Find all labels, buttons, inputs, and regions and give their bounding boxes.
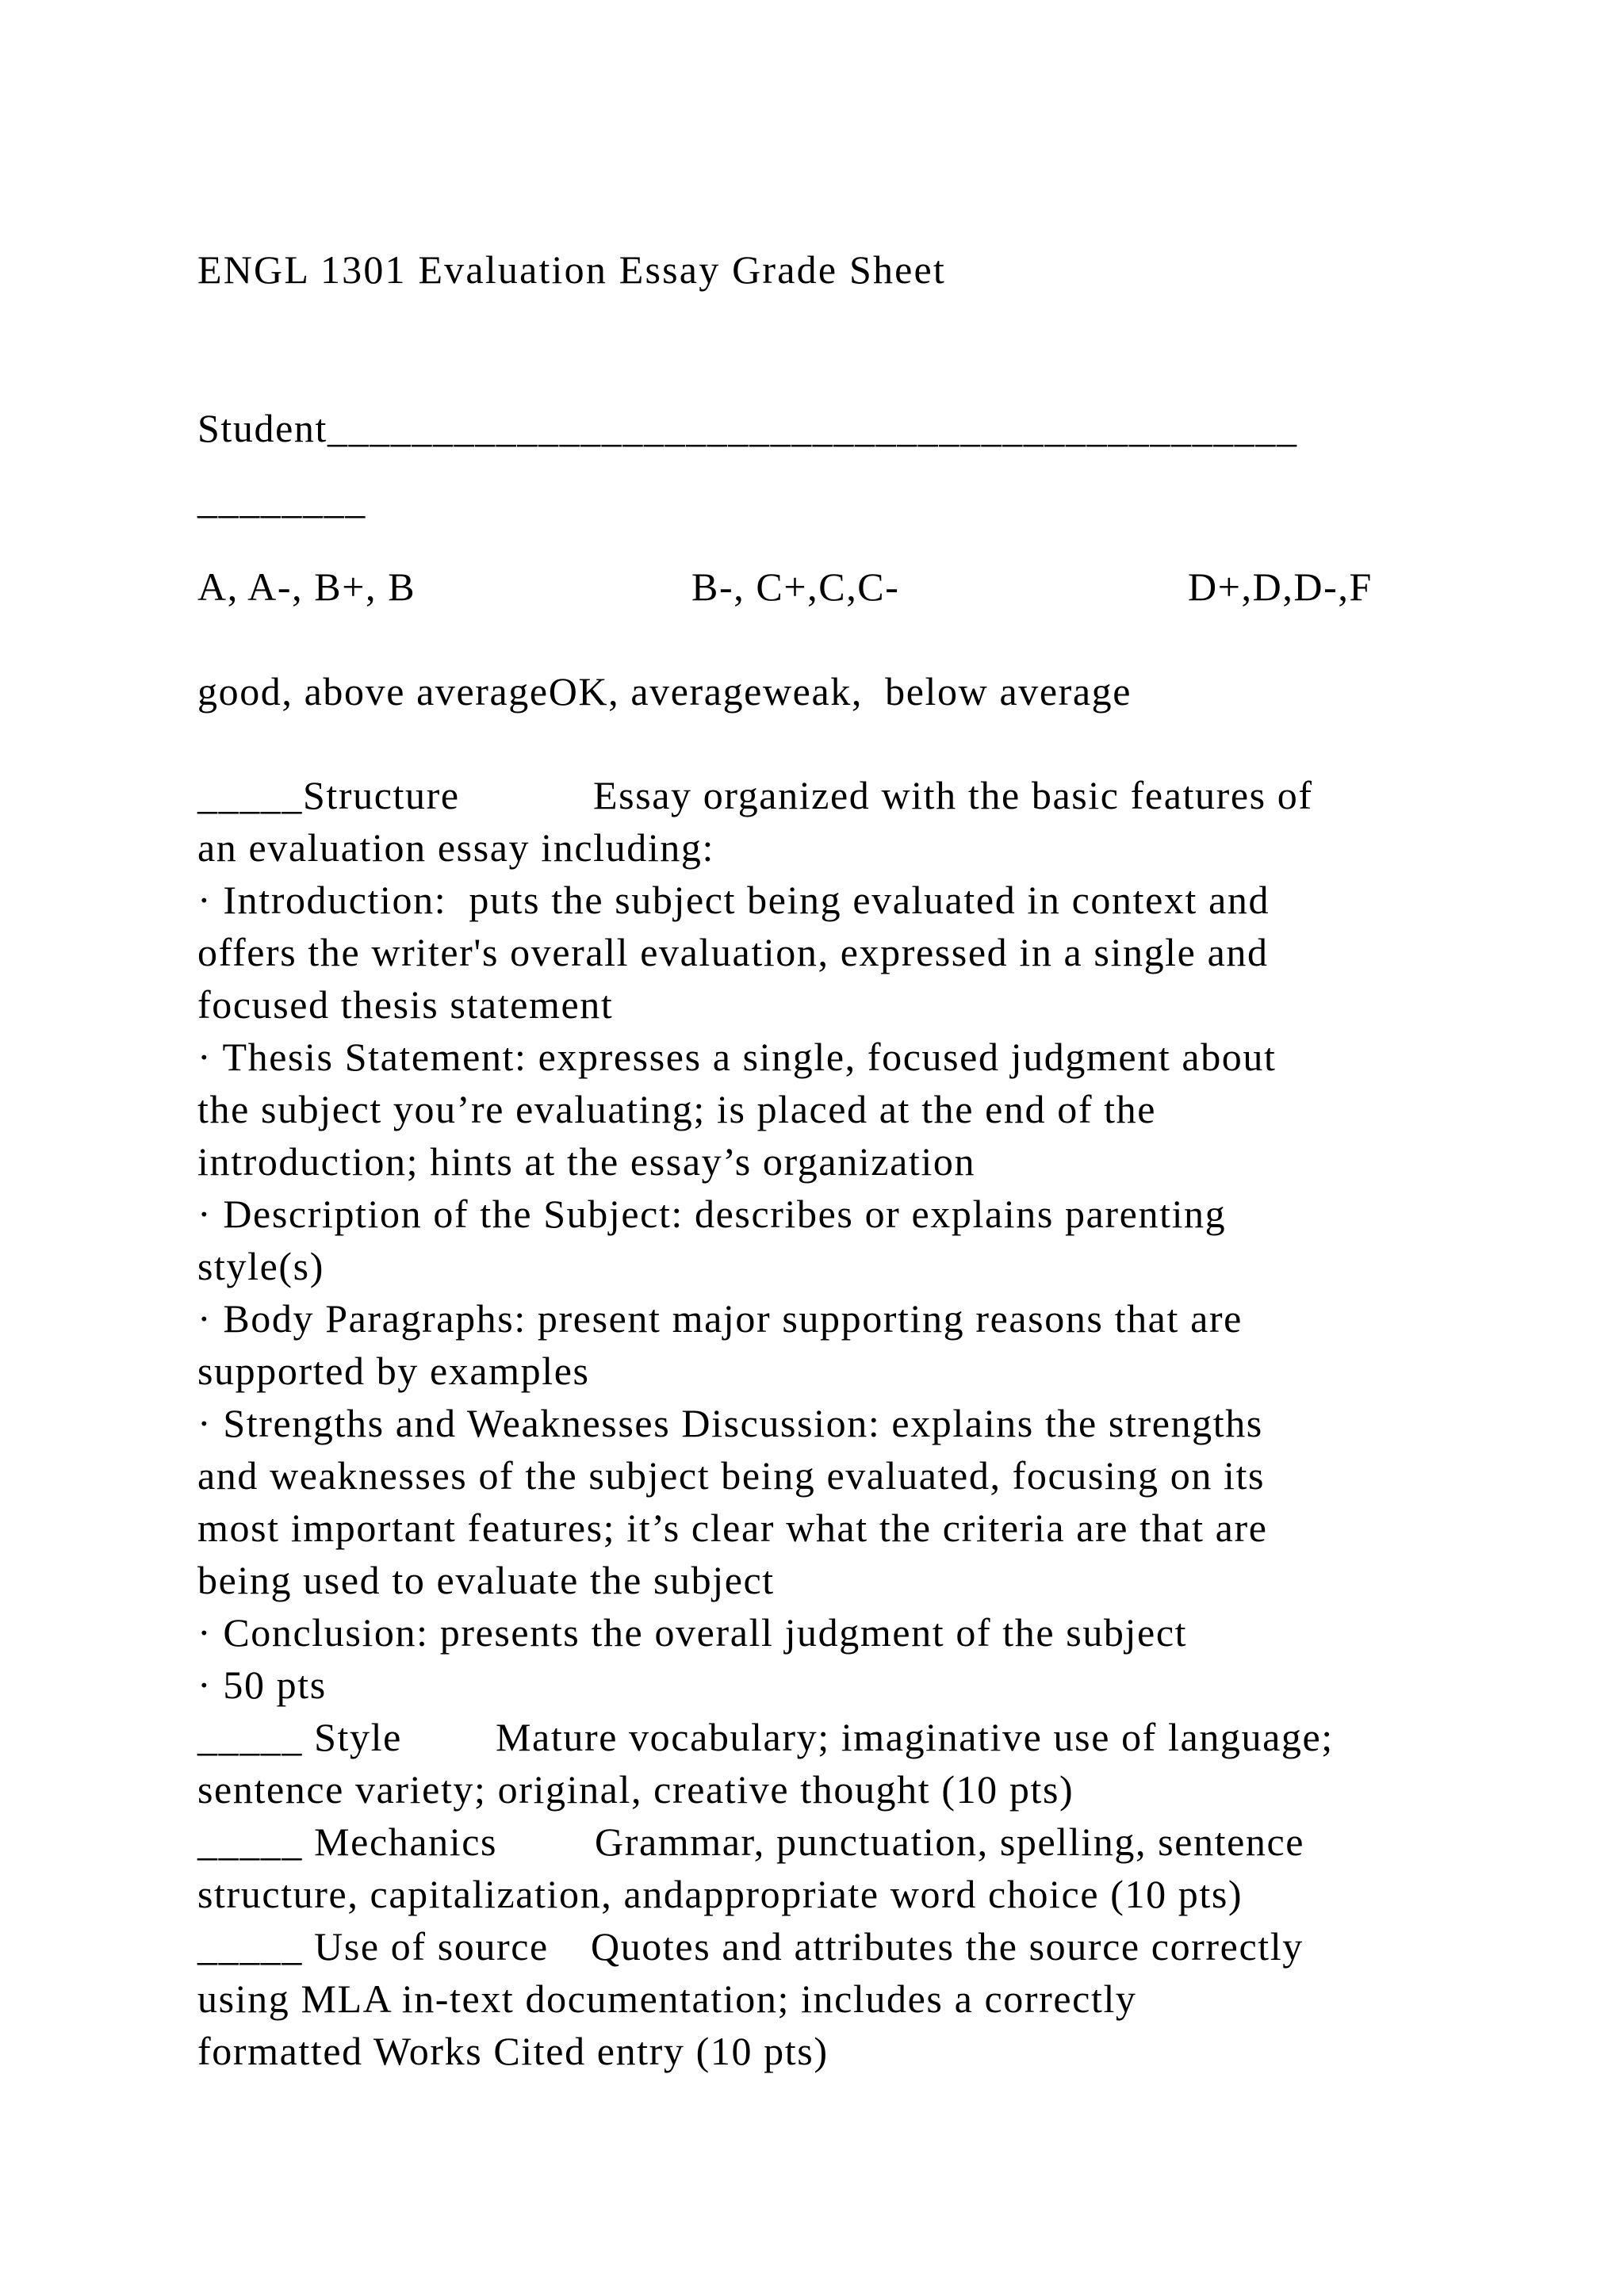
sources-score-blank: _____ bbox=[197, 1924, 303, 1969]
page-title: ENGL 1301 Evaluation Essay Grade Sheet bbox=[197, 247, 947, 292]
sources-row bbox=[197, 1923, 549, 1970]
mechanics-description: Grammar, punctuation, spelling, sentence bbox=[595, 1820, 1305, 1864]
grade-descriptions bbox=[197, 668, 1132, 715]
bullet-thesis-statement-line3: introduction; hints at the essay’s organization bbox=[197, 1139, 976, 1184]
grade-range-low: D+,D,D-,F bbox=[1188, 564, 1373, 609]
style-description: Mature vocabulary; imaginative use of language; bbox=[496, 1715, 1334, 1759]
mechanics-row bbox=[197, 1818, 497, 1866]
bullet-thesis-statement-line2: the subject you’re evaluating; is placed at the end of the bbox=[197, 1087, 1157, 1131]
sources-description: Quotes and attributes the source correctly bbox=[591, 1924, 1304, 1969]
bullet-description: · Description of the Subject: describes or explains parenting bbox=[197, 1192, 1227, 1236]
style-score-blank: _____ bbox=[197, 1715, 303, 1759]
bullet-strengths-weaknesses: · Strengths and Weaknesses Discussion: explains the strengths bbox=[197, 1401, 1263, 1445]
sources-description-continued: using MLA in-text documentation; includes a correctly bbox=[197, 1976, 1137, 2021]
bullet-body-paragraphs: · Body Paragraphs: present major supporting reasons that are bbox=[197, 1296, 1243, 1341]
style-row bbox=[197, 1713, 402, 1761]
grade-range-high: A, A-, B+, B bbox=[197, 564, 416, 609]
bullet-thesis-statement: · Thesis Statement: expresses a single, focused judgment about bbox=[197, 1035, 1277, 1079]
bullet-introduction-line2: offers the writer's overall evaluation, expressed in a single and bbox=[197, 930, 1269, 974]
mechanics-label: Mechanics bbox=[314, 1820, 498, 1864]
student-name-line: Student______________________________________________ bbox=[197, 406, 1298, 450]
bullet-strengths-weaknesses-line4: being used to evaluate the subject bbox=[197, 1558, 775, 1602]
grade-description-ok: OK, average bbox=[548, 669, 763, 714]
style-description-continued: sentence variety; original, creative thought (10 pts) bbox=[197, 1767, 1074, 1812]
grade-description-good: good, above average bbox=[197, 669, 549, 714]
bullet-introduction: · Introduction: puts the subject being evaluated in context and bbox=[197, 878, 1270, 922]
style-label: Style bbox=[314, 1715, 402, 1759]
grade-range-mid: B-, C+,C,C- bbox=[691, 564, 900, 609]
structure-label: Structure bbox=[303, 773, 460, 817]
bullet-strengths-weaknesses-line2: and weaknesses of the subject being evaluated, focusing on its bbox=[197, 1453, 1266, 1498]
bullet-strengths-weaknesses-line3: most important features; it’s clear what the criteria are that are bbox=[197, 1506, 1268, 1550]
bullet-conclusion: · Conclusion: presents the overall judgment of the subject bbox=[197, 1610, 1188, 1655]
structure-row bbox=[197, 771, 460, 819]
mechanics-score-blank: _____ bbox=[197, 1820, 303, 1864]
sources-description-continued-2: formatted Works Cited entry (10 pts) bbox=[197, 2029, 829, 2073]
structure-description-continued: an evaluation essay including: bbox=[197, 825, 715, 870]
structure-score-blank: _____ bbox=[197, 773, 303, 817]
bullet-description-line2: style(s) bbox=[197, 1244, 324, 1288]
bullet-points: · 50 pts bbox=[197, 1663, 327, 1707]
student-name-line-continued: ________ bbox=[197, 477, 366, 522]
structure-description: Essay organized with the basic features of bbox=[593, 773, 1313, 817]
sources-label: Use of source bbox=[314, 1924, 549, 1969]
grade-description-weak: weak, below average bbox=[762, 669, 1132, 714]
bullet-body-paragraphs-line2: supported by examples bbox=[197, 1349, 590, 1393]
bullet-introduction-line3: focused thesis statement bbox=[197, 982, 614, 1027]
mechanics-description-continued: structure, capitalization, andappropriate word choice (10 pts) bbox=[197, 1872, 1243, 1916]
